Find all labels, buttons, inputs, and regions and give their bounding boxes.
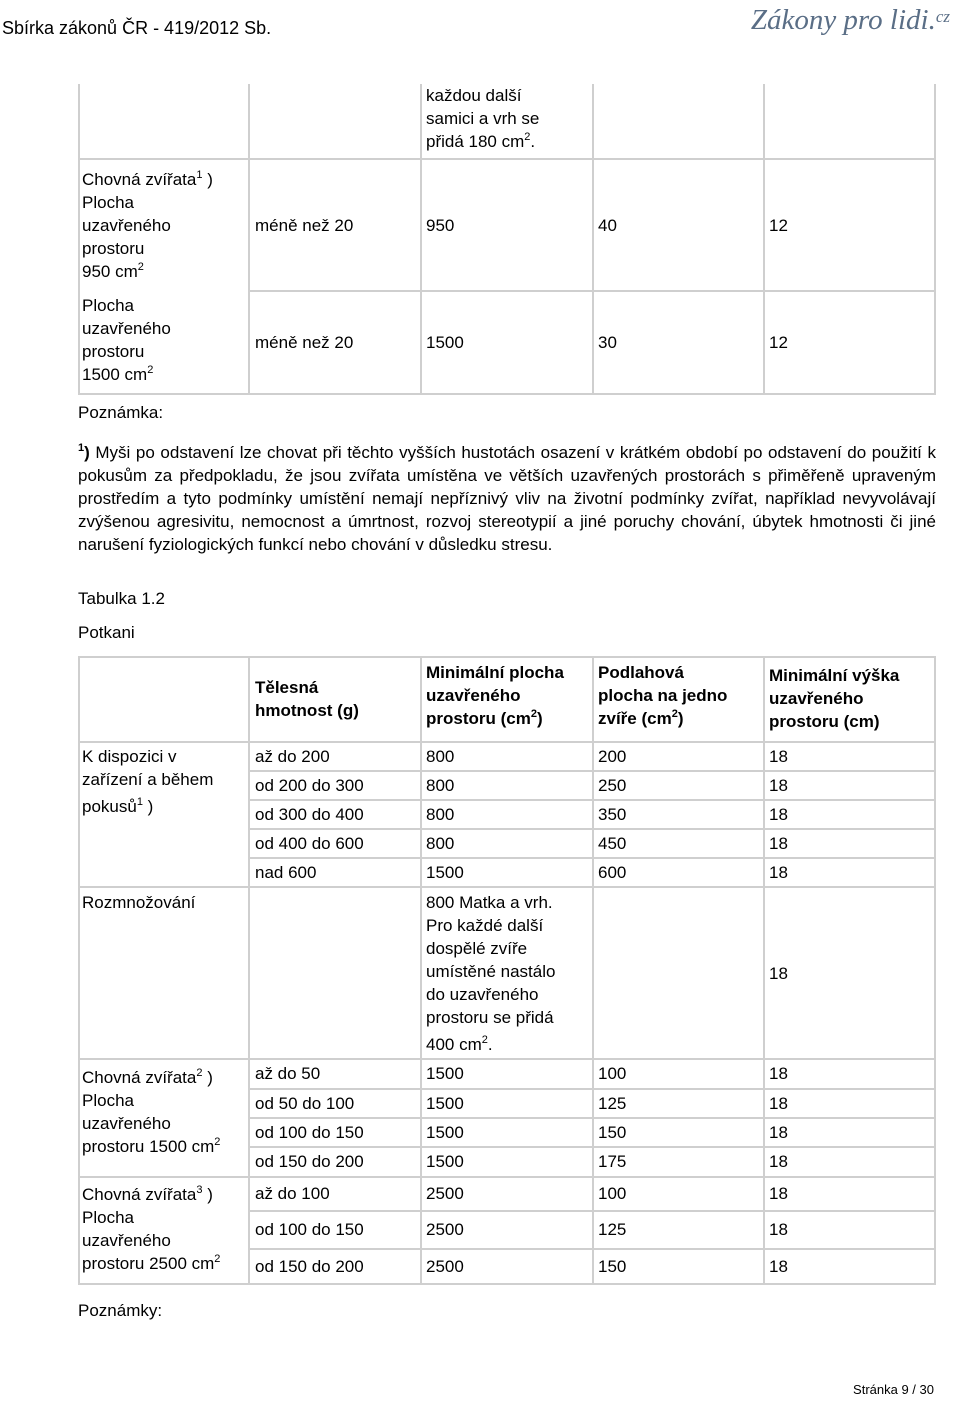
page-number: Stránka 9 / 30 <box>853 1382 934 1397</box>
row-group-label-2: Rozmnožování <box>82 893 196 912</box>
column-header-min-height: Minimální výška uzavřeného prostoru (cm) <box>769 666 900 731</box>
table-label: Tabulka 1.2 <box>78 589 165 608</box>
note-label: Poznámka: <box>78 403 164 422</box>
logo-text: Zákony pro lidi <box>750 4 929 36</box>
breeding-note: 800 Matka a vrh. Pro každé další dospělé zvíře umístěné nastálo do uzavřeného prostoru se přidá 400 $cm^2$. <box>426 893 556 1054</box>
column-header-floor-area: Podlahová plocha na jedno zvíře $(cm^2)$ <box>598 663 728 728</box>
column-header-weight: Tělesná hmotnost (g) <box>255 678 359 720</box>
document-title: Sbírka zákonů ČR - 419/2012 Sb. <box>2 18 272 38</box>
table1-row-label-1: Chovná zvířata$^1$ ) Plocha uzavřeného prostoru 950 $cm^2$ <box>82 169 213 281</box>
site-logo[interactable]: Zákony pro lidi.$^{cz}$ <box>750 4 950 36</box>
row-group-label-3: Chovná zvířata$^2$ ) Plocha uzavřeného prostoru 1500 $cm^2$ <box>82 1067 221 1156</box>
logo-suffix: cz <box>935 7 950 26</box>
row-group-label-1: K dispozici v zařízení a během pokusů$^1$ ) <box>82 747 214 816</box>
column-header-min-area: Minimální plocha uzavřeného prostoru $(cm^2)$ <box>426 663 564 728</box>
table1-row-label-2: Plocha uzavřeného prostoru 1500 $cm^2$ <box>82 296 171 384</box>
section-heading: Potkani <box>78 623 135 642</box>
row-group-label-4: Chovná zvířata$^3$ ) Plocha uzavřeného prostoru 2500 $cm^2$ <box>82 1184 221 1273</box>
note-paragraph: $^1$) Myši po odstavení lze chovat při těchto vyšších hustotách osazení v krátkém období po odstavení do použití k pokusům za předpokladu, že jsou zvířata umístěna ve větších uzavřených prostorách s přiměřeně upraveným prostředím a tyto podmínky umístění nemají nepříznivý vliv na životní podmínky zvířat, například nevyvolávají zvýšenou agresivitu, nemocnost a úmrtnost, rozvoj stereotypií a jiné poruchy chování, úbytek hmotnosti či jiné narušení fyziologických funkcí nebo chování v důsledku stresu. <box>78 442 936 554</box>
table1-top-cell: každou další samici a vrh se přidá 180 $cm^2$. <box>426 86 540 151</box>
notes-label: Poznámky: <box>78 1301 163 1320</box>
